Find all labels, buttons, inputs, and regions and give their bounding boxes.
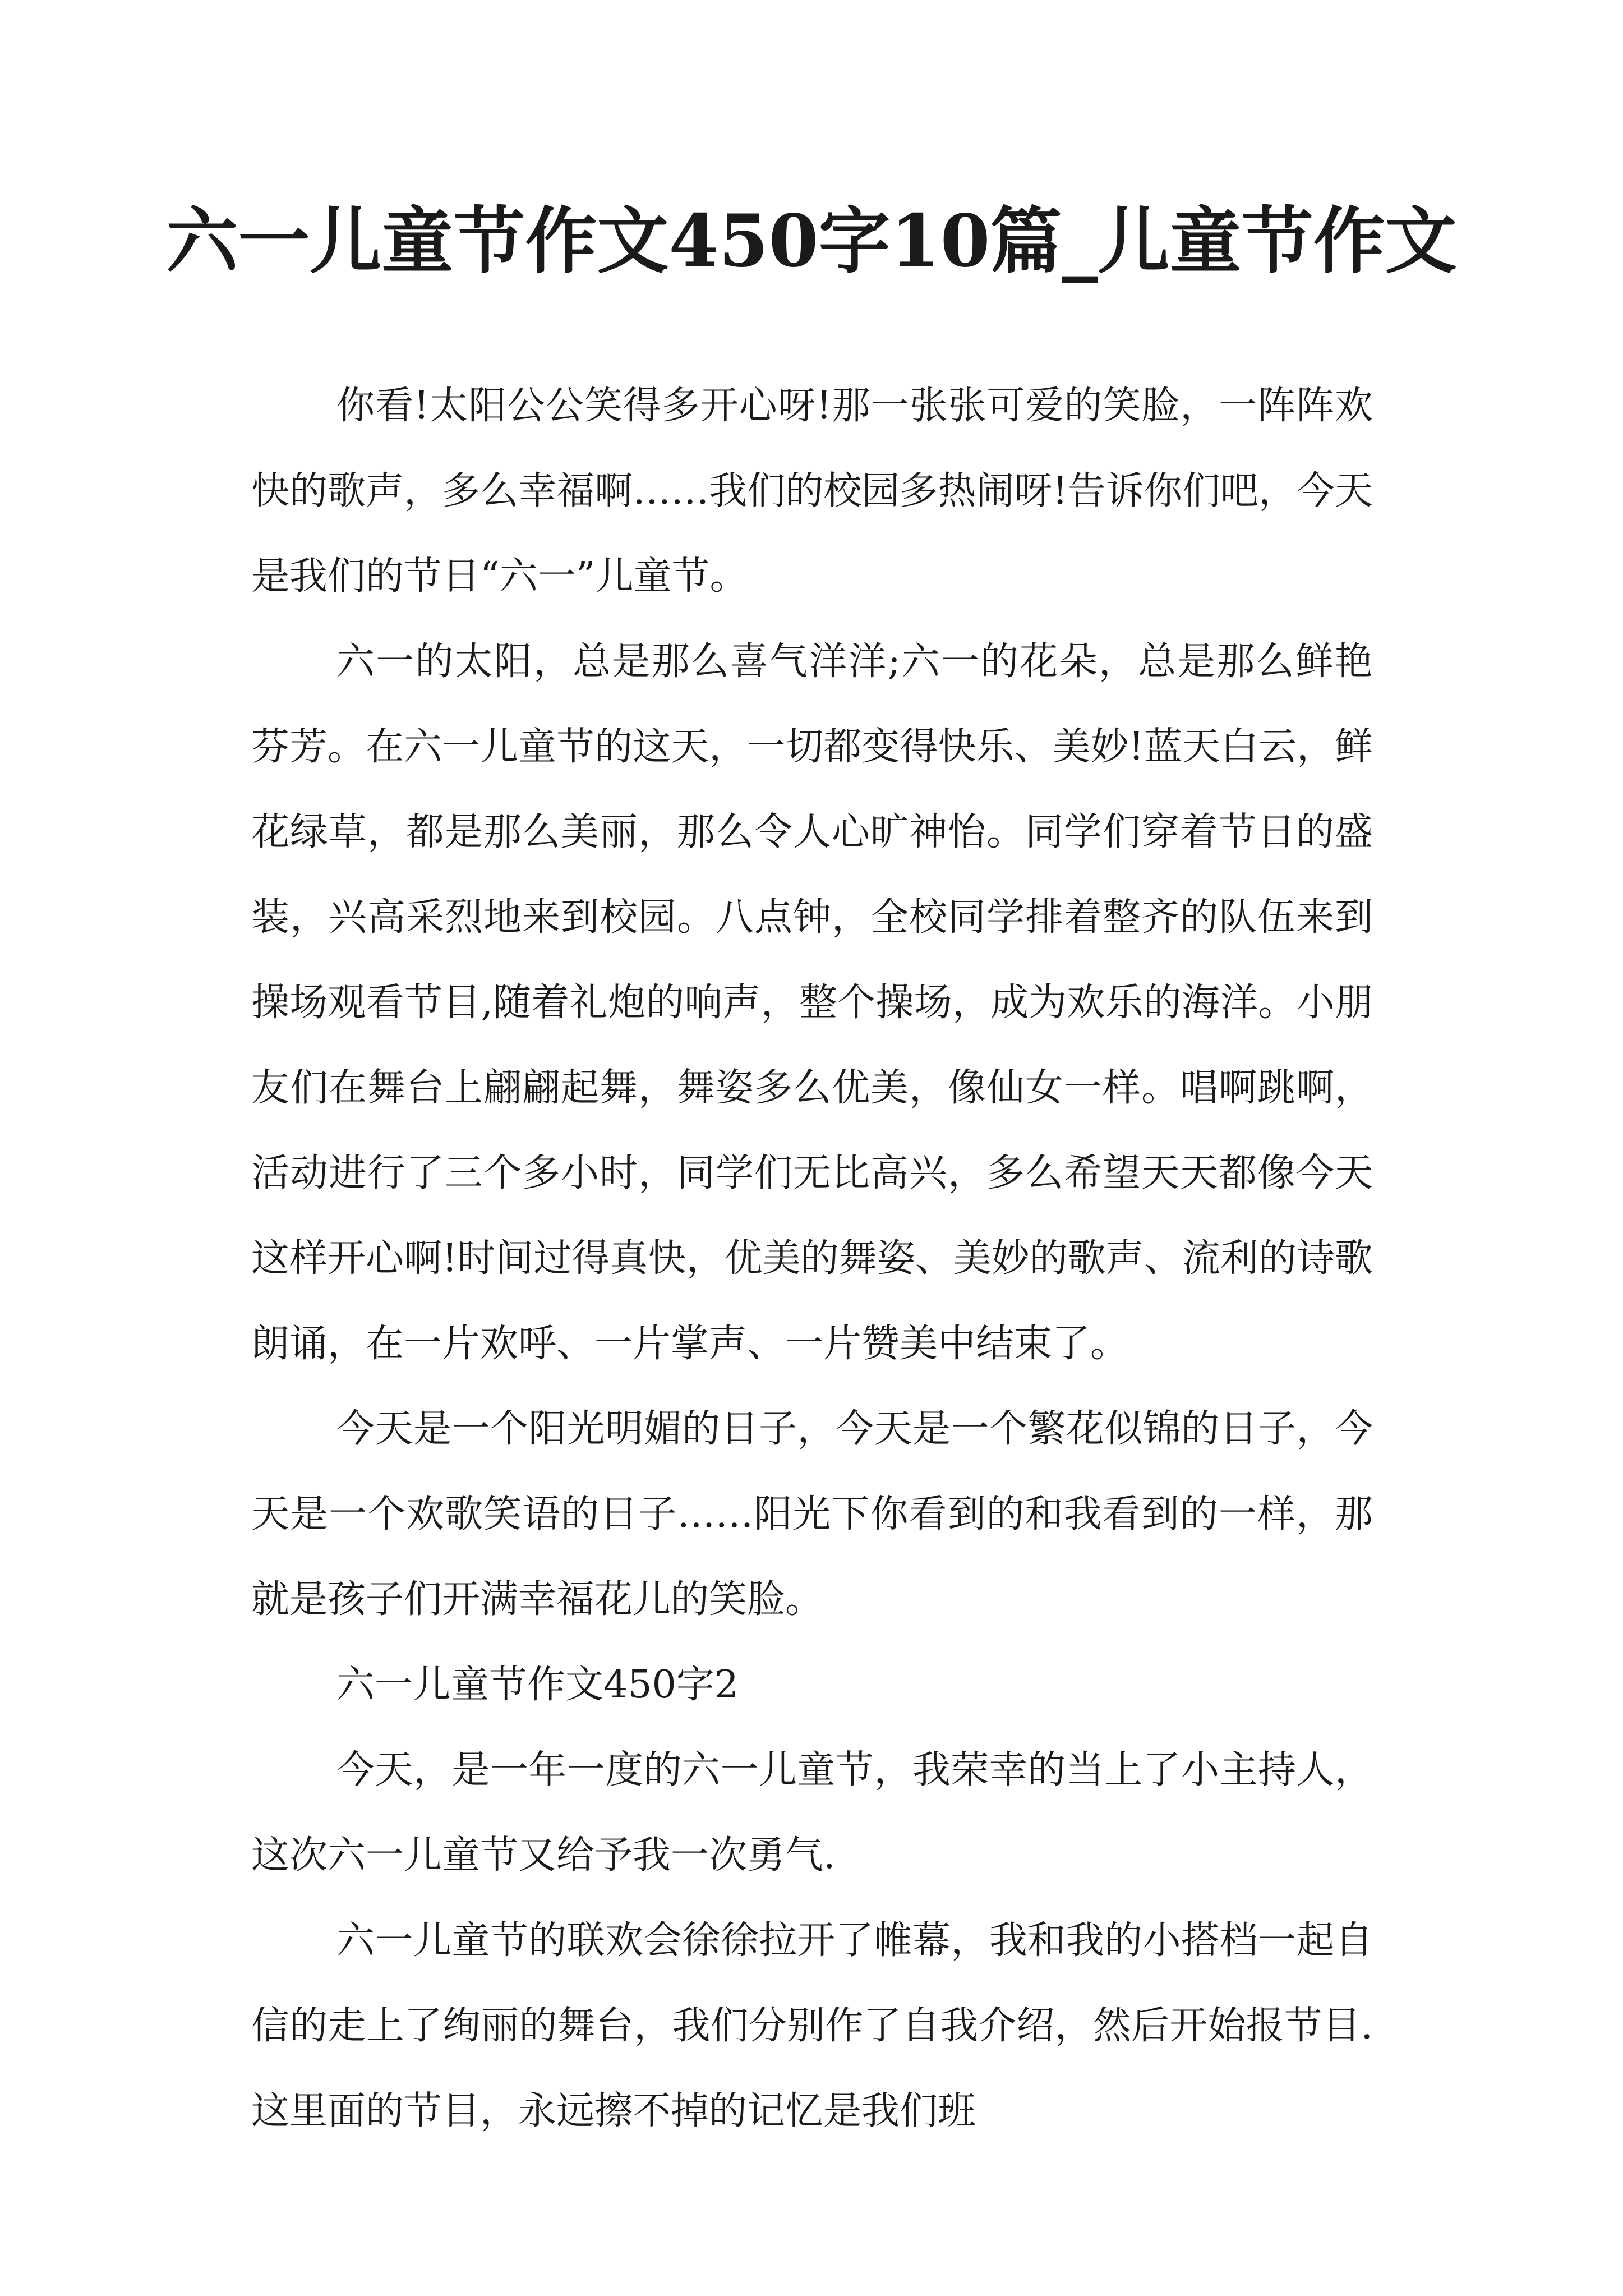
section-heading: 六一儿童节作文450字2 — [336, 1663, 739, 1707]
document-title: 六一儿童节作文450字10篇_儿童节作文 — [166, 199, 1457, 283]
paragraph: 六一儿童节的联欢会徐徐拉开了帷幕，我和我的小搭档一起自信的走上了绚丽的舞台，我们分别作了自我介绍，然后开始报节目.这里面的节目，永远擦不掉的记忆是我们班 — [251, 1918, 1373, 2133]
paragraph: 今天，是一年一度的六一儿童节，我荣幸的当上了小主持人，这次六一儿童节又给予我一次勇气. — [251, 1748, 1373, 1878]
document-body — [251, 364, 1373, 2154]
paragraph: 你看!太阳公公笑得多开心呀!那一张张可爱的笑脸，一阵阵欢快的歌声，多么幸福啊……我们的校园多热闹呀!告诉你们吧，今天是我们的节日“六一”儿童节。 — [251, 384, 1373, 599]
paragraph: 今天是一个阳光明媚的日子，今天是一个繁花似锦的日子，今天是一个欢歌笑语的日子……阳光下你看到的和我看到的一样，那就是孩子们开满幸福花儿的笑脸。 — [251, 1407, 1373, 1622]
paragraph: 六一的太阳，总是那么喜气洋洋;六一的花朵，总是那么鲜艳芬芳。在六一儿童节的这天，一切都变得快乐、美妙!蓝天白云，鲜花绿草，都是那么美丽，那么令人心旷神怡。同学们穿着节日的盛装，兴高采烈地来到校园。八点钟，全校同学排着整齐的队伍来到操场观看节目,随着礼炮的响声，整个操场，成为欢乐的海洋。小朋友们在舞台上翩翩起舞，舞姿多么优美，像仙女一样。唱啊跳啊，活动进行了三个多小时，同学们无比高兴，多么希望天天都像今天这样开心啊!时间过得真快，优美的舞姿、美妙的歌声、流利的诗歌朗诵，在一片欢呼、一片掌声、一片赞美中结束了。 — [251, 639, 1373, 1366]
